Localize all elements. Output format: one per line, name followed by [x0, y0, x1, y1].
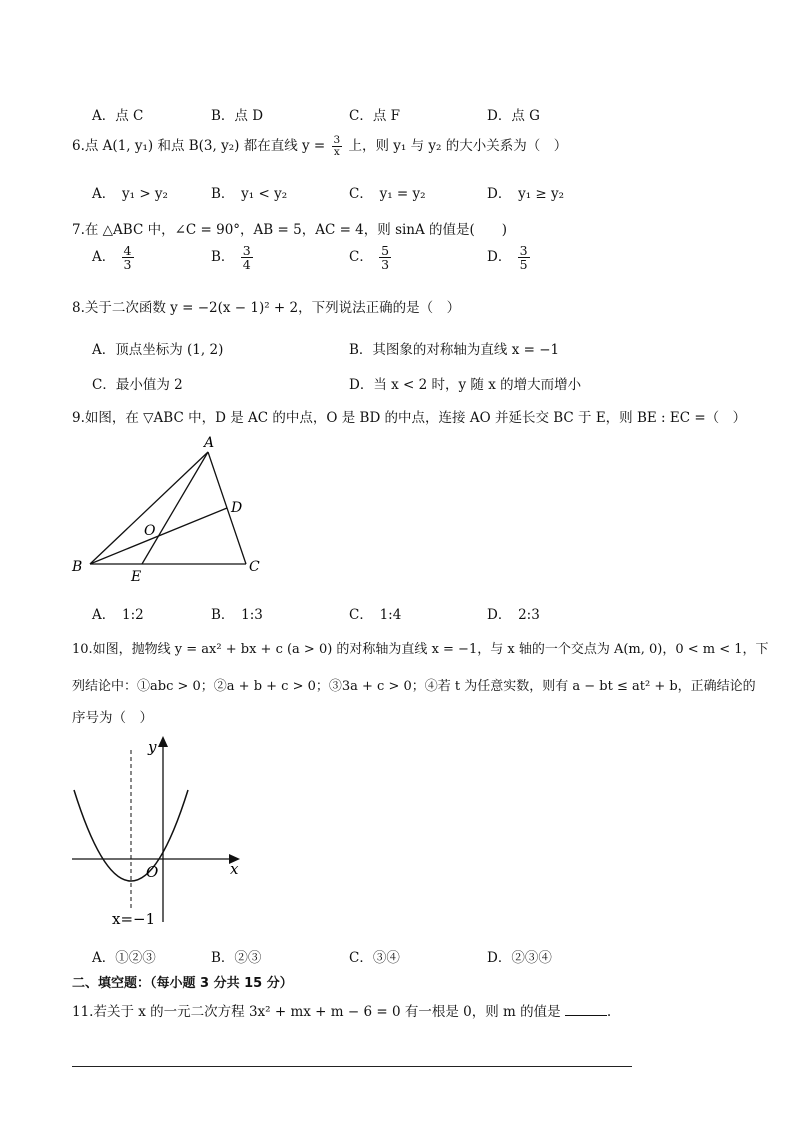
q10-y-axis-arrow	[158, 736, 168, 747]
q8-question: 8.关于二次函数 y = −2(x − 1)² + 2，下列说法正确的是（ ）	[72, 300, 461, 316]
q9-label-e: E	[131, 569, 142, 585]
q9-triangle-figure	[60, 428, 280, 588]
q10-parabola-graph	[62, 732, 262, 932]
q6-text-post: 上，则 y₁ 与 y₂ 的大小关系为（ ）	[348, 138, 568, 154]
q7-option-c-label: C．	[349, 249, 373, 266]
q10-option-d: D．②③④	[487, 950, 552, 966]
q7-question: 7.在 △ABC 中，∠C = 90°，AB = 5，AC = 4，则 sinA 的值是( )	[72, 222, 508, 238]
q7-option-a	[92, 244, 136, 271]
q7-option-c	[349, 244, 393, 271]
q6-option-d: D． y₁ ≥ y₂	[487, 186, 565, 202]
q10-option-b: B．②③	[211, 950, 262, 966]
q11-question	[72, 1000, 611, 1020]
q7-a-den: 3	[123, 257, 132, 273]
q7-option-b-fraction	[241, 244, 253, 271]
q7-c-num: 5	[381, 243, 390, 258]
q9-option-b: B． 1:3	[211, 607, 263, 623]
q6-frac-num: 3	[333, 133, 341, 146]
q6-option-b: B． y₁ < y₂	[211, 186, 288, 202]
q7-option-b	[211, 244, 255, 271]
q11-answer-blank[interactable]	[565, 1003, 607, 1016]
q9-segment-ae	[142, 452, 208, 564]
q9-option-a: A． 1:2	[92, 607, 144, 623]
q9-label-b: B	[72, 559, 83, 575]
q7-option-d-label: D．	[487, 249, 512, 266]
q8-option-c: C．最小值为 2	[92, 377, 183, 393]
q10-question-line3: 序号为（ ）	[72, 710, 153, 726]
section-2-title: 二、填空题：（每小题 3 分共 15 分）	[72, 976, 293, 991]
q9-label-a: A	[204, 435, 215, 451]
q7-option-a-fraction	[122, 244, 134, 271]
q7-d-den: 5	[519, 257, 528, 273]
q10-question-line1: 10.如图，抛物线 y = ax² + bx + c (a > 0) 的对称轴为直线 x = −1，与 x 轴的一个交点为 A(m, 0)，0 < m < 1，下	[72, 642, 769, 657]
q6-question	[72, 134, 567, 158]
q7-option-c-fraction	[379, 244, 391, 271]
q6-fraction	[332, 135, 343, 158]
q9-label-d: D	[231, 500, 243, 516]
footer-rule	[72, 1066, 632, 1067]
q8-option-d: D．当 x < 2 时，y 随 x 的增大而增小	[349, 377, 582, 393]
q10-question-line2: 列结论中：①abc > 0；②a + b + c > 0；③3a + c > 0；④若 t 为任意实数，则有 a − bt ≤ at² + b，正确结论的	[72, 679, 756, 694]
q8-option-b: B．其图象的对称轴为直线 x = −1	[349, 342, 560, 358]
q7-option-a-label: A．	[92, 249, 116, 266]
q7-d-num: 3	[519, 243, 528, 258]
q7-c-den: 3	[381, 257, 390, 273]
q6-frac-den: x	[333, 146, 340, 158]
q10-symmetry-label: x=−1	[112, 910, 156, 928]
q9-label-c: C	[249, 559, 260, 575]
q5-option-d: D．点 G	[487, 108, 540, 124]
q5-option-b: B．点 D	[211, 108, 264, 124]
q5-option-c: C．点 F	[349, 108, 400, 124]
q11-text: 11.若关于 x 的一元二次方程 3x² + mx + m − 6 = 0 有一根是 0，则 m 的值是	[72, 1004, 561, 1020]
q6-option-c: C． y₁ = y₂	[349, 186, 426, 202]
q7-option-d	[487, 244, 532, 271]
q10-option-c: C．③④	[349, 950, 400, 966]
q7-option-b-label: B．	[211, 249, 235, 266]
q9-option-c: C． 1:4	[349, 607, 402, 623]
q9-question: 9.如图，在 ▽ABC 中，D 是 AC 的中点，O 是 BD 的中点，连接 AO 并延长交 BC 于 E，则 BE : EC =（ ）	[72, 410, 747, 426]
q7-b-num: 3	[242, 243, 251, 258]
q9-label-o: O	[144, 523, 156, 539]
q9-option-d: D． 2:3	[487, 607, 540, 623]
q8-option-a: A．顶点坐标为 (1, 2)	[92, 342, 224, 358]
q6-option-a: A． y₁ > y₂	[92, 186, 168, 202]
q9-segment-ba	[90, 452, 208, 564]
q10-y-label: y	[148, 738, 157, 756]
q10-option-a: A．①②③	[92, 950, 156, 966]
q7-option-d-fraction	[518, 244, 530, 271]
q11-text-end: .	[606, 1004, 612, 1020]
q5-option-a: A．点 C	[92, 108, 144, 124]
q10-origin-label: O	[146, 863, 159, 881]
q7-a-num: 4	[123, 243, 132, 258]
q6-text-pre: 6.点 A(1, y₁) 和点 B(3, y₂) 都在直线 y =	[72, 138, 326, 154]
q10-x-label: x	[230, 860, 239, 878]
q7-b-den: 4	[242, 257, 251, 273]
